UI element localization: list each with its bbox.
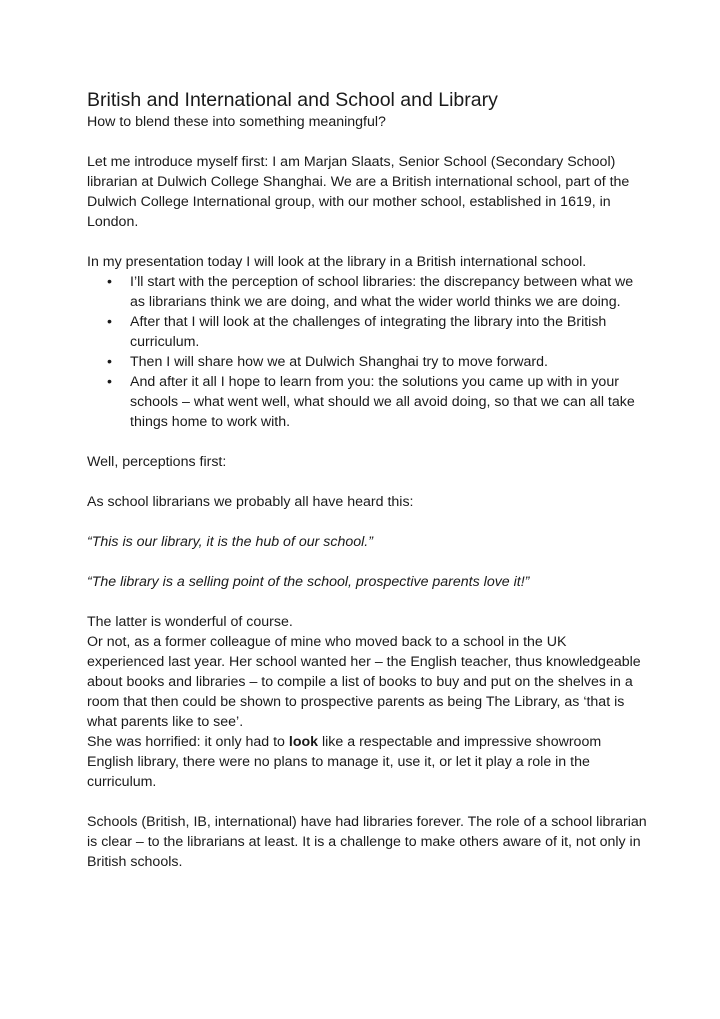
bullet-icon: • xyxy=(107,354,112,370)
list-item xyxy=(87,372,647,432)
spacer xyxy=(87,592,647,612)
spacer xyxy=(87,792,647,812)
list-item-text: And after it all I hope to learn from you: the solutions you came up with in your schools – what went well, what should we all avoid doing, so that we can all take things home to work with. xyxy=(130,374,635,430)
bullet-icon: • xyxy=(107,274,112,290)
quote-selling-point-text: “The library is a selling point of the school, prospective parents love it!” xyxy=(87,574,530,590)
spacer xyxy=(87,232,647,252)
closing-paragraph: Schools (British, IB, international) have had libraries forever. The role of a school librarian is clear – to the librarians at least. It is a challenge to make others aware of it, not only in British schools. xyxy=(87,814,647,870)
presentation-intro: In my presentation today I will look at the library in a British international school. xyxy=(87,254,587,270)
document-title: British and International and School and Library xyxy=(87,89,498,111)
intro-paragraph: Let me introduce myself first: I am Marjan Slaats, Senior School (Secondary School) librarian at Dulwich College Shanghai. We are a British international school, part of the Dulwich College International group, with our mother school, established in 1619, in London. xyxy=(87,154,630,230)
list-item-text: I’ll start with the perception of school libraries: the discrepancy between what we as librarians think we are doing, and what the wider world thinks we are doing. xyxy=(130,274,634,310)
spacer xyxy=(87,512,647,532)
horrified-emphasis: look xyxy=(288,734,319,750)
heard-this-paragraph: As school librarians we probably all have heard this: xyxy=(87,494,414,510)
document-subtitle: How to blend these into something meaningful? xyxy=(87,114,386,130)
bullet-icon: • xyxy=(107,314,112,330)
quote-hub xyxy=(87,532,647,552)
list-item xyxy=(87,312,647,352)
spacer xyxy=(87,472,647,492)
story-paragraph: Or not, as a former colleague of mine who moved back to a school in the UK experienced last year. Her school wanted her – the English teacher, thus knowledgeable about books and libraries – to compile a list of books to buy and put on the shelves in a room that then could be shown to prospective parents as being The Library, as ‘that is what parents like to see’. xyxy=(87,634,641,730)
list-item xyxy=(87,352,647,372)
document-page xyxy=(87,88,647,872)
horrified-before: She was horrified: it only had to xyxy=(87,734,289,750)
horrified-paragraph xyxy=(87,732,647,792)
latter-line: The latter is wonderful of course. xyxy=(87,614,293,630)
spacer xyxy=(87,552,647,572)
list-item-text: Then I will share how we at Dulwich Shanghai try to move forward. xyxy=(130,354,548,370)
bullet-icon: • xyxy=(107,374,112,390)
list-item xyxy=(87,272,647,312)
spacer xyxy=(87,432,647,452)
quote-hub-text: “This is our library, it is the hub of our school.” xyxy=(87,534,373,550)
horrified-after: like a respectable and impressive showroom English library, there were no plans to manage it, use it, or let it play a role in the curriculum. xyxy=(87,734,602,790)
list-item-text: After that I will look at the challenges of integrating the library into the British curriculum. xyxy=(130,314,607,350)
section-heading: Well, perceptions first: xyxy=(87,454,227,470)
quote-selling-point xyxy=(87,572,647,592)
bullet-list xyxy=(87,272,647,432)
